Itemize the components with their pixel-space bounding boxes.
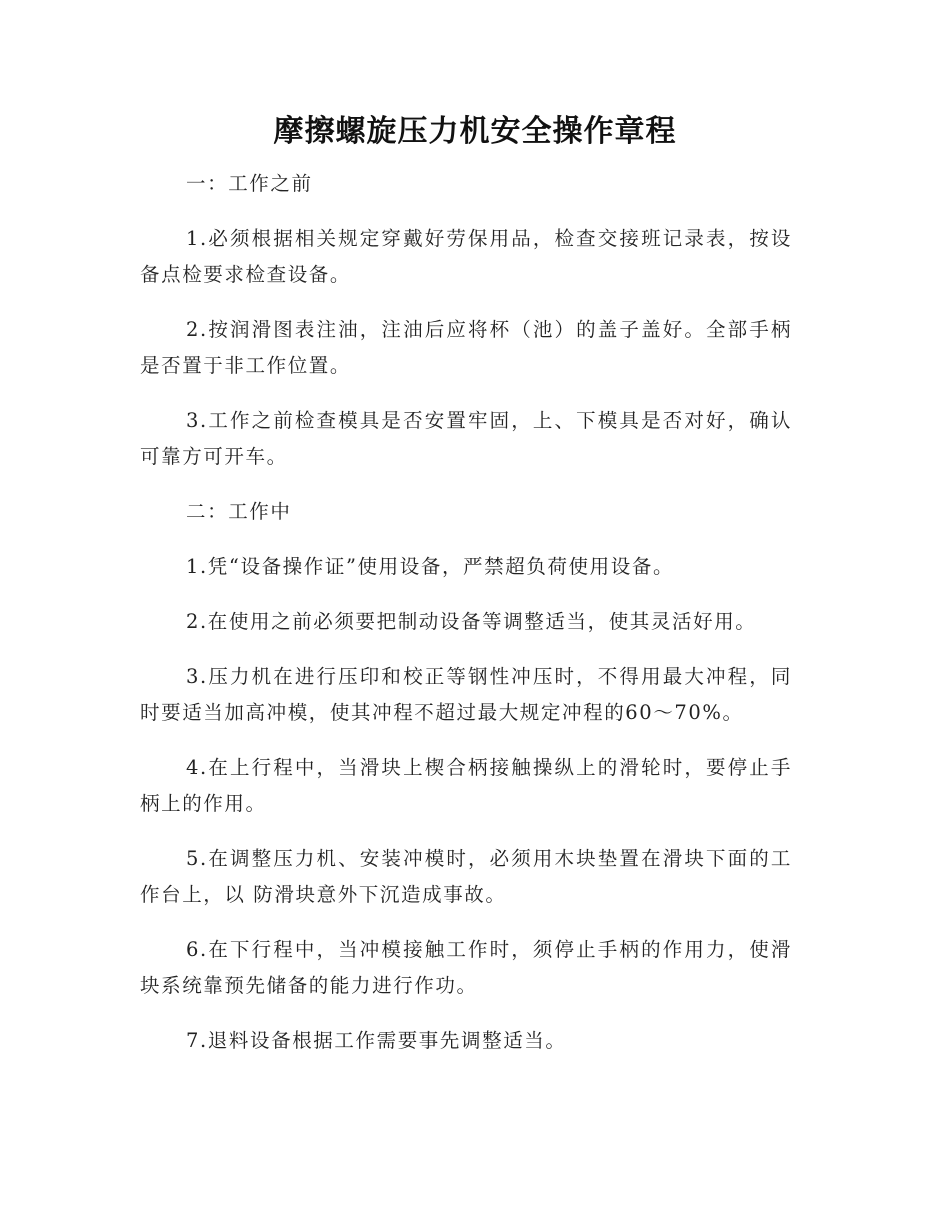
paragraph-item: 1.凭“设备操作证”使用设备，严禁超负荷使用设备。 (186, 555, 675, 578)
paragraph-item: 2.在使用之前必须要把制动设备等调整适当，使其灵活好用。 (186, 610, 757, 633)
section-heading-before-work: 一：工作之前 (186, 172, 313, 195)
section-heading-during-work: 二：工作中 (186, 500, 292, 523)
paragraph-item: 3.工作之前检查模具是否安置牢固，上、下模具是否对好，确认可靠方可开车。 (140, 409, 792, 468)
paragraph-item: 1.必须根据相关规定穿戴好劳保用品，检查交接班记录表，按设备点检要求检查设备。 (140, 227, 792, 286)
paragraph-item: 5.在调整压力机、安装冲模时，必须用木块垫置在滑块下面的工作台上，以 防滑块意外下沉造成事故。 (140, 847, 792, 906)
paragraph-item: 6.在下行程中，当冲模接触工作时，须停止手柄的作用力，使滑块系统靠预先储备的能力进行作功。 (140, 938, 792, 997)
paragraph-item: 4.在上行程中，当滑块上楔合柄接触操纵上的滑轮时，要停止手柄上的作用。 (140, 756, 792, 815)
paragraph-item: 2.按润滑图表注油，注油后应将杯（池）的盖子盖好。全部手柄是否置于非工作位置。 (140, 318, 792, 377)
document-body (140, 166, 792, 1078)
document-title: 摩擦螺旋压力机安全操作章程 (273, 114, 677, 149)
paragraph-item: 7.退料设备根据工作需要事先调整适当。 (186, 1029, 567, 1052)
paragraph-item: 3.压力机在进行压印和校正等钢性冲压时，不得用最大冲程，同时要适当加高冲模，使其冲程不超过最大规定冲程的60～70%。 (140, 665, 792, 724)
